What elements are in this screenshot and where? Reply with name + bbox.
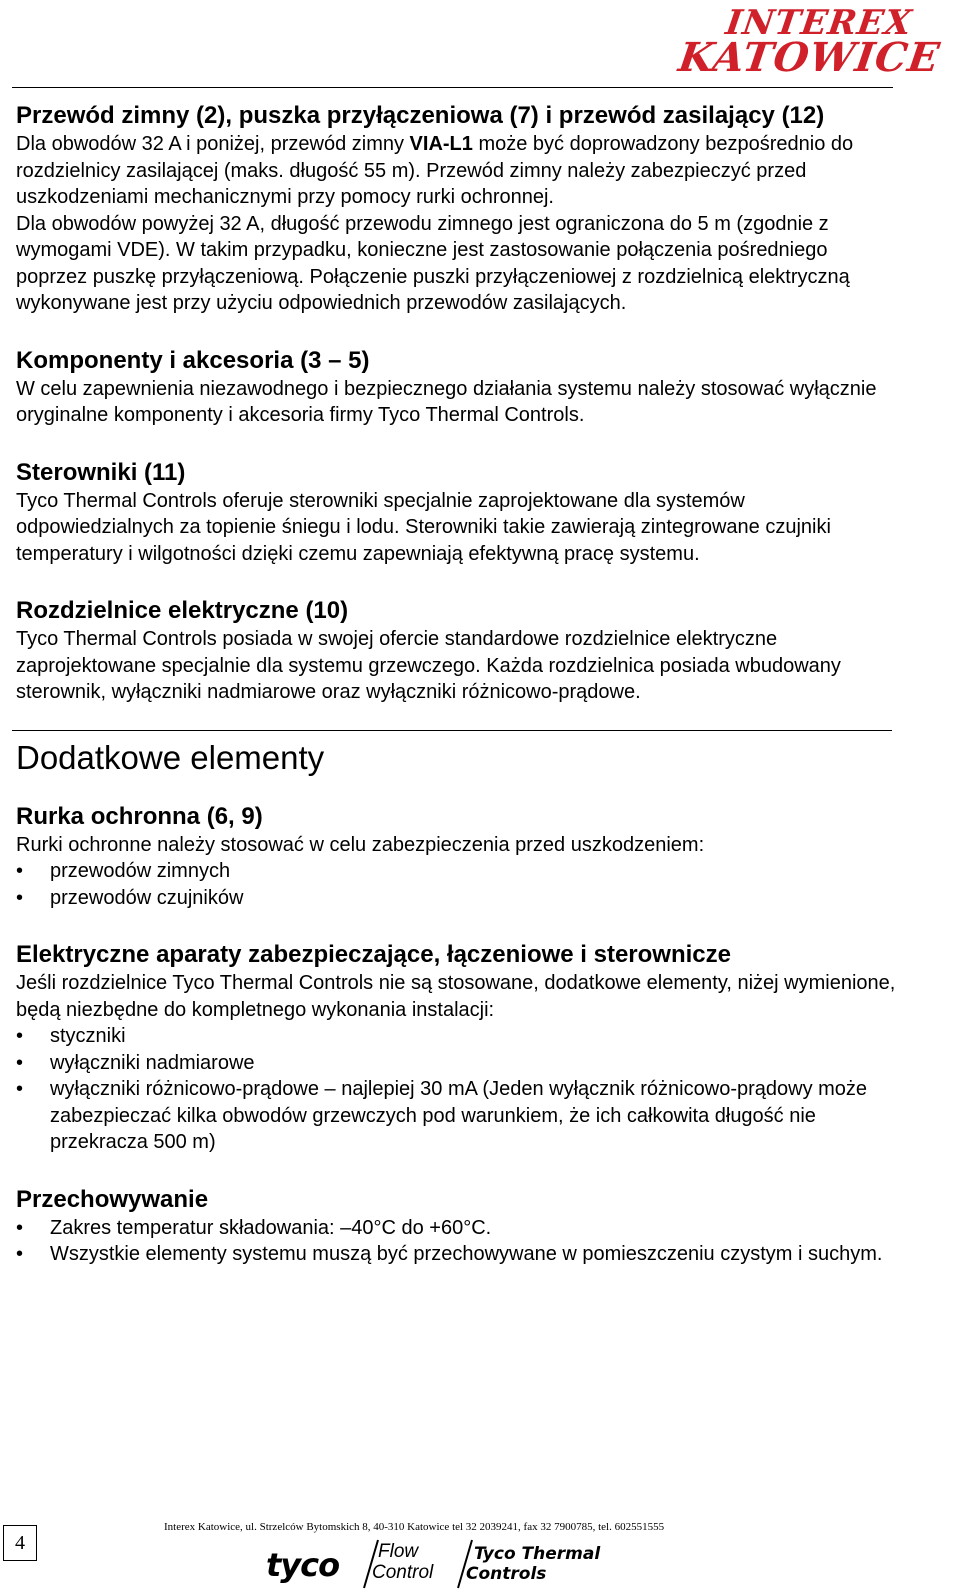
spacer bbox=[16, 1156, 896, 1184]
tyco-thermal-text: Tyco Thermal bbox=[474, 1544, 601, 1564]
section-title-rozdzielnice: Rozdzielnice elektryczne (10) bbox=[16, 597, 349, 624]
section-paragraph: W celu zapewnienia niezawodnego i bezpiecznego działania systemu należy stosować wyłącznie oryginalne komponenty i akcesoria firmy Tyco Thermal Controls. bbox=[16, 377, 877, 426]
bullet-list bbox=[16, 1215, 896, 1268]
bullet-list bbox=[16, 1023, 896, 1156]
spacer bbox=[16, 317, 896, 345]
spacer bbox=[16, 429, 896, 457]
product-name: VIA-L1 bbox=[409, 133, 473, 155]
logo-line-1: INTEREX bbox=[723, 3, 915, 43]
list-item: • przewodów zimnych bbox=[16, 858, 896, 885]
main-content bbox=[16, 100, 896, 1268]
tyco-logo: tyco bbox=[266, 1546, 340, 1584]
controls-text: Controls bbox=[466, 1564, 547, 1584]
list-item: • styczniki bbox=[16, 1023, 896, 1050]
main-heading: Dodatkowe elementy bbox=[16, 738, 325, 776]
section-paragraph: Jeśli rozdzielnice Tyco Thermal Controls nie są stosowane, dodatkowe elementy, niżej wymienione, będą niezbędne do kompletnego wykonania instalacji: bbox=[16, 972, 896, 1021]
section-paragraph: Tyco Thermal Controls oferuje sterowniki specjalnie zaprojektowane dla systemów odpowiedzialnych za topienie śniegu i lodu. Sterowniki takie zawierają zintegrowane czujniki temperatury i wilgotności dzięki czemu zapewniają efektywną pracę systemu. bbox=[16, 489, 831, 565]
tyco-logos bbox=[266, 1538, 626, 1590]
logo-line-2: KATOWICE bbox=[676, 34, 944, 81]
section-paragraph bbox=[16, 131, 896, 211]
section-title-sterowniki: Sterowniki (11) bbox=[16, 458, 186, 486]
list-item: • wyłączniki nadmiarowe bbox=[16, 1050, 896, 1077]
section-divider bbox=[12, 730, 892, 731]
section-paragraph: Tyco Thermal Controls posiada w swojej ofercie standardowe rozdzielnice elektryczne zaprojektowane specjalnie dla systemu grzewczego. Każda rozdzielnica posiada wbudowany sterownik, wyłączniki nadmiarowe oraz wyłączniki różnicowo-prądowe. bbox=[16, 628, 841, 703]
bullet-list bbox=[16, 858, 896, 911]
interex-katowice-logo bbox=[666, 3, 944, 81]
section-title-przechowywanie: Przechowywanie bbox=[16, 1185, 209, 1213]
list-item: • Zakres temperatur składowania: –40°C do +60°C. bbox=[16, 1215, 896, 1242]
spacer bbox=[16, 911, 896, 939]
spacer bbox=[16, 781, 896, 801]
flow-text: Flow bbox=[378, 1541, 419, 1562]
section-title-aparaty: Elektryczne aparaty zabezpieczające, łączeniowe i sterownicze bbox=[16, 941, 731, 968]
section-title-komponenty: Komponenty i akcesoria (3 – 5) bbox=[16, 346, 370, 374]
text-span: może być doprowadzony bezpośrednio do rozdzielnicy zasilającej (maks. długość 55 m). Przewód zimny należy zabezpieczyć przed uszkodzeniami mechanicznymi przy pomocy rurki ochronnej. bbox=[16, 133, 854, 208]
list-item: • Wszystkie elementy systemu muszą być przechowywane w pomieszczeniu czystym i suchym. bbox=[16, 1241, 896, 1268]
section-paragraph: Rurki ochronne należy stosować w celu zabezpieczenia przed uszkodzeniem: bbox=[16, 833, 705, 856]
list-item: • wyłączniki różnicowo-prądowe – najlepiej 30 mA (Jeden wyłącznik różnicowo-prądowy może zabezpieczać kilka obwodów grzewczych pod warunkiem, że ich całkowita długość nie przekracza 500 m) bbox=[16, 1076, 896, 1156]
section-paragraph: Dla obwodów powyżej 32 A, długość przewodu zimnego jest ograniczona do 5 m (zgodnie z wymogami VDE). W takim przypadku, konieczne jest zastosowanie połączenia pośredniego poprzez puszkę przyłączeniową. Połączenie puszki przyłączeniowej z rozdzielnicą elektryczną wykonywane jest przy użyciu odpowiednich przewodów zasilających. bbox=[16, 212, 850, 314]
footer-address: Interex Katowice, ul. Strzelców Bytomskich 8, 40-310 Katowice tel 32 2039241, fax 32 7900785, tel. 602551555 bbox=[164, 1521, 665, 1533]
control-text: Control bbox=[372, 1562, 434, 1583]
section-title-przewod-zimny: Przewód zimny (2), puszka przyłączeniowa (7) i przewód zasilający (12) bbox=[16, 102, 825, 129]
list-item: • przewodów czujników bbox=[16, 885, 896, 912]
page-number: 4 bbox=[3, 1525, 37, 1561]
header-rule bbox=[12, 87, 893, 88]
text-span: Dla obwodów 32 A i poniżej, przewód zimny bbox=[16, 133, 410, 155]
spacer bbox=[16, 567, 896, 595]
section-title-rurka: Rurka ochronna (6, 9) bbox=[16, 802, 263, 830]
